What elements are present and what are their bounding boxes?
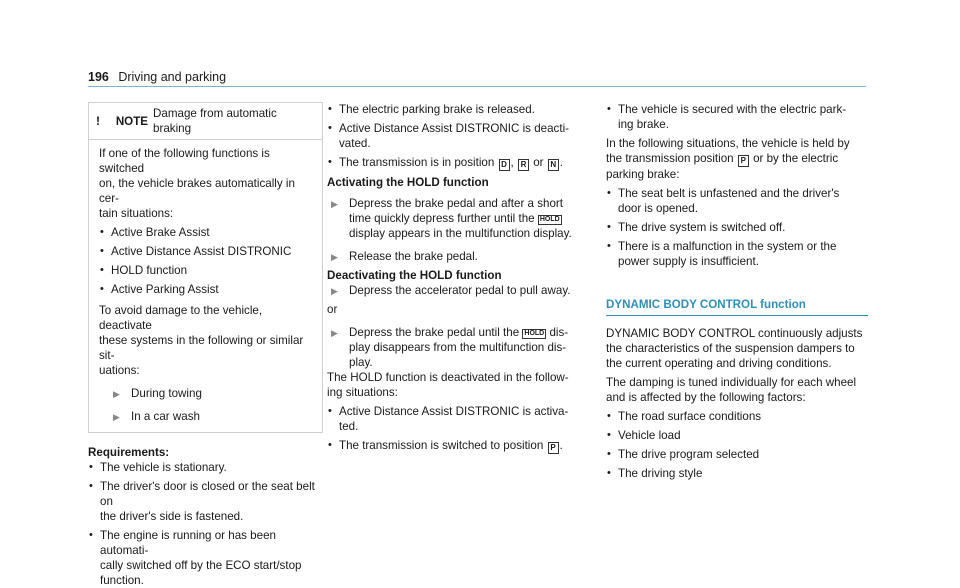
requirement-line: • The vehicle is stationary. (100, 461, 227, 474)
step-line (349, 325, 589, 340)
note-advice-1: To avoid damage to the vehicle, deactivate (99, 304, 263, 332)
list-line: • The transmission is switched to position P . (339, 439, 563, 452)
or-text: or (327, 303, 338, 316)
requirement-line: • The driver's door is closed or the seat belt on (100, 480, 315, 508)
note-advice-3: uations: (99, 364, 140, 377)
chapter-title: Driving and parking (118, 70, 227, 84)
note-item: • Active Distance Assist DISTRONIC (99, 244, 312, 259)
step-line: display appears in the multifunction display. (349, 227, 572, 240)
note-header (89, 103, 322, 140)
list-line: • The drive system is switched off. (618, 221, 786, 234)
list-line: power supply is insufficient. (618, 255, 759, 268)
paragraph-line: parking brake: (606, 168, 680, 181)
header-rule (88, 86, 866, 87)
note-label: NOTE (115, 114, 149, 128)
gear-p-icon: P (548, 442, 559, 454)
or-text: or (533, 156, 544, 169)
arrow-icon: ▶ (331, 199, 338, 209)
note-item: • Active Brake Assist (99, 225, 312, 240)
gear-d-icon: D (499, 159, 510, 171)
column-1 (88, 102, 323, 588)
deactivating-title: Deactivating the HOLD function (327, 269, 502, 282)
list-line: door is opened. (618, 202, 698, 215)
list-line: ing brake. (618, 118, 669, 131)
requirement-line: • Active Distance Assist DISTRONIC is deacti- (339, 122, 570, 135)
list-text: The transmission is switched to position (339, 439, 544, 452)
hold-key-icon: HOLD (539, 216, 560, 223)
list-line: • There is a malfunction in the system or the (618, 240, 837, 253)
requirement-item (88, 479, 323, 524)
requirement-line: the driver's side is fastened. (100, 510, 244, 523)
requirement-line: function. (100, 574, 144, 587)
requirement-item (327, 102, 589, 117)
gear-p-icon: P (738, 155, 749, 167)
step-text: time quickly depress further until the (349, 212, 535, 225)
note-box (88, 102, 323, 433)
step (327, 325, 589, 370)
note-advice-2: these systems in the following or similar sit- (99, 334, 304, 362)
step (327, 249, 589, 264)
step-text: Depress the brake pedal until the (349, 326, 520, 339)
paragraph-line: ing situations: (327, 386, 398, 399)
paragraph-line: In the following situations, the vehicle is held by (606, 137, 850, 150)
arrow-icon: ▶ (331, 286, 338, 296)
requirement-line: • The engine is running or has been automati- (100, 529, 276, 557)
note-intro-2: on, the vehicle brakes automatically in cer- (99, 177, 295, 205)
paragraph-text: the transmission position (606, 152, 734, 165)
factor-item: • Vehicle load (606, 428, 868, 443)
step-line: Release the brake pedal. (349, 250, 478, 263)
requirement-line: • The electric parking brake is released. (339, 103, 535, 116)
paragraph-line: the current operating and driving conditions. (606, 357, 832, 370)
list-item (606, 186, 868, 216)
requirement-item (327, 155, 589, 171)
note-step (109, 386, 312, 401)
note-intro-3: tain situations: (99, 207, 174, 220)
step-line (349, 211, 589, 226)
paragraph-line: the characteristics of the suspension dampers to (606, 342, 855, 355)
requirements-title: Requirements: (88, 446, 170, 459)
gear-n-icon: N (548, 159, 559, 171)
transmission-text: The transmission is in position (339, 156, 495, 169)
step (327, 283, 589, 298)
step-line: Depress the accelerator pedal to pull away. (349, 284, 571, 297)
list-item (606, 239, 868, 269)
requirement-item (88, 460, 323, 475)
list-item (606, 220, 868, 235)
factor-item: • The road surface conditions (606, 409, 868, 424)
gear-r-icon: R (518, 159, 529, 171)
arrow-icon: ▶ (331, 328, 338, 338)
list-line: • The seat belt is unfastened and the driver's (618, 187, 840, 200)
paragraph-line: The HOLD function is deactivated in the follow- (327, 371, 569, 384)
paragraph-line: The damping is tuned individually for each wheel (606, 376, 857, 389)
page-number: 196 (88, 70, 109, 84)
note-intro-1: If one of the following functions is switched (99, 147, 270, 175)
requirement-item (327, 121, 589, 151)
note-item: • HOLD function (99, 263, 312, 278)
factor-item: • The drive program selected (606, 447, 868, 462)
activating-title: Activating the HOLD function (327, 176, 489, 189)
requirement-line: cally switched off by the ECO start/stop (100, 559, 302, 572)
list-line: ted. (339, 420, 359, 433)
list-line: • The vehicle is secured with the electric park- (618, 103, 847, 116)
step-line: Depress the brake pedal and after a short (349, 197, 563, 210)
hold-key-icon: HOLD (524, 330, 545, 337)
note-item: • Active Parking Assist (99, 282, 312, 297)
list-item (327, 404, 589, 434)
step-text: dis- (549, 326, 569, 339)
list-item (606, 102, 868, 132)
arrow-icon: ▶ (113, 389, 120, 399)
factor-item: • The driving style (606, 466, 868, 481)
step (327, 196, 589, 241)
step-line: play disappears from the multifunction dis- (349, 341, 567, 354)
paragraph-line: and is affected by the following factors: (606, 391, 806, 404)
page-header (88, 70, 226, 84)
step-line: play. (349, 356, 373, 369)
paragraph-text: or by the electric (753, 152, 839, 165)
list-line: • Active Distance Assist DISTRONIC is activa- (339, 405, 569, 418)
arrow-icon: ▶ (113, 412, 120, 422)
column-3 (606, 102, 868, 481)
paragraph-line: DYNAMIC BODY CONTROL continuously adjusts (606, 327, 863, 340)
note-title: Damage from automatic braking (153, 107, 277, 135)
requirement-item (88, 528, 323, 588)
arrow-icon: ▶ (331, 252, 338, 262)
note-body (89, 140, 322, 432)
note-step-text: During towing (131, 387, 202, 400)
note-step (109, 409, 312, 424)
note-step-text: In a car wash (131, 410, 200, 423)
column-2 (327, 102, 589, 454)
list-item (327, 438, 589, 454)
transmission-line: • The transmission is in position D , R or N . (339, 156, 563, 169)
warning-icon: ! (96, 113, 100, 128)
section-title: DYNAMIC BODY CONTROL function (606, 297, 868, 316)
paragraph-line (606, 151, 868, 167)
requirement-line: vated. (339, 137, 371, 150)
